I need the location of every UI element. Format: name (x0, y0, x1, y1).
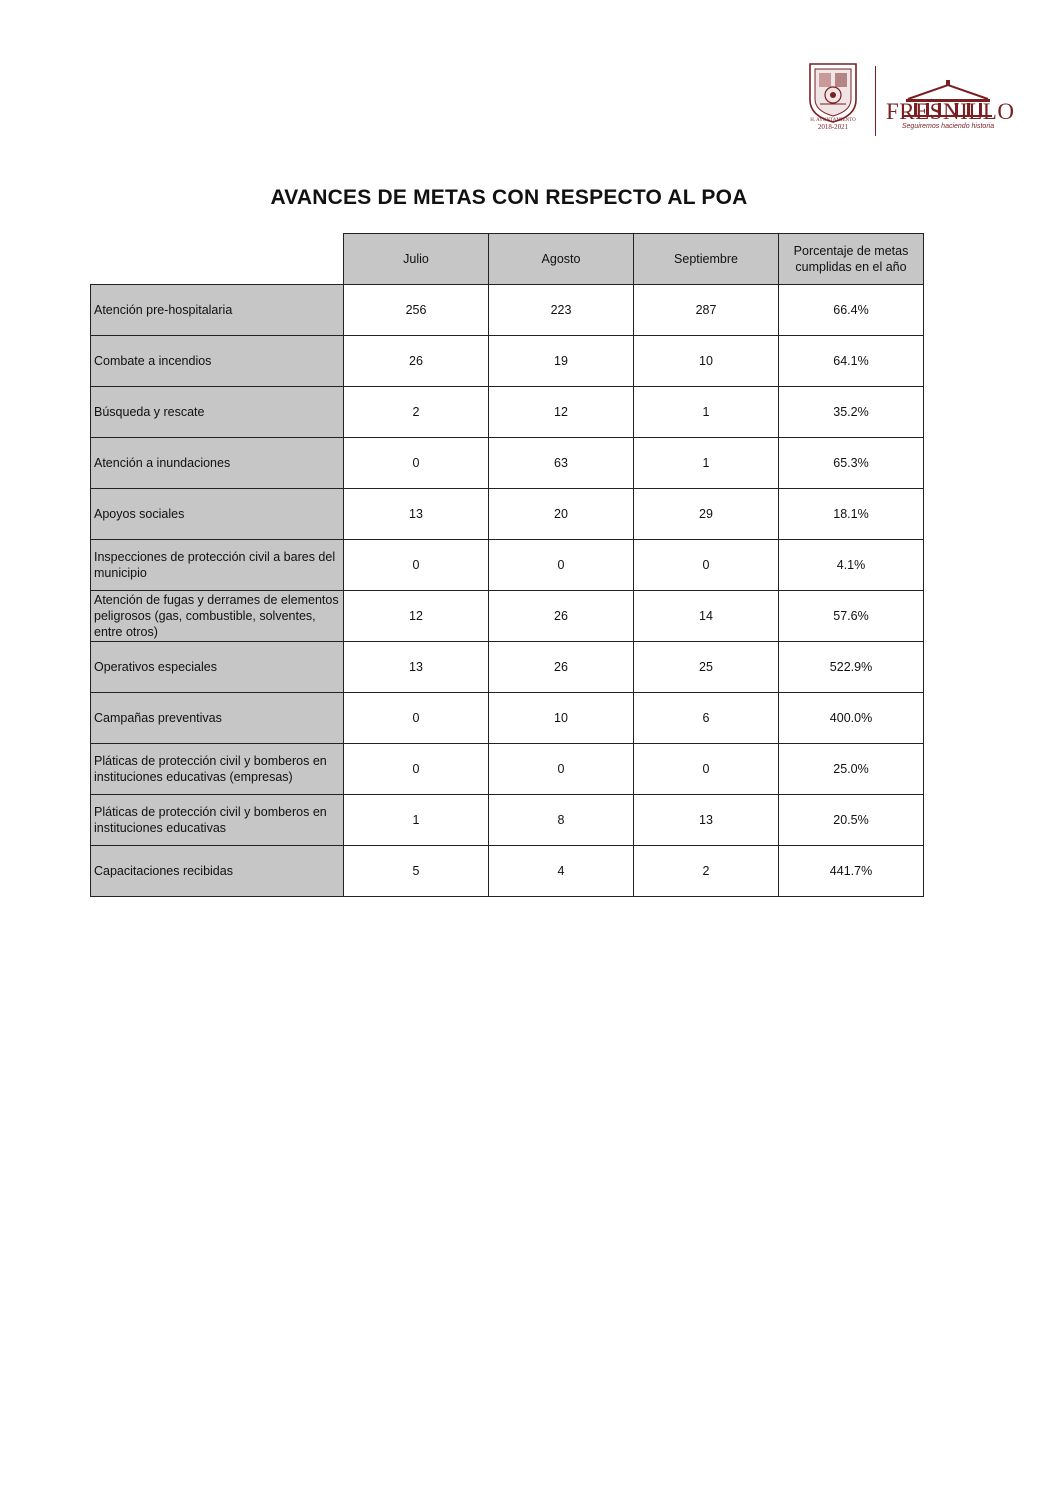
cell-julio: 0 (344, 693, 489, 744)
cell-septiembre: 13 (634, 795, 779, 846)
cell-agosto: 0 (489, 744, 634, 795)
seal-caption (804, 118, 862, 130)
cell-septiembre: 29 (634, 489, 779, 540)
cell-agosto: 8 (489, 795, 634, 846)
cell-agosto: 26 (489, 642, 634, 693)
cell-julio: 12 (344, 591, 489, 642)
cell-porcentaje: 441.7% (779, 846, 924, 897)
seal-caption-text: H. AYUNTAMIENTO (810, 118, 856, 123)
header-empty-cell (91, 234, 344, 285)
row-label: Inspecciones de protección civil a bares del municipio (91, 540, 344, 591)
row-label: Campañas preventivas (91, 693, 344, 744)
cell-septiembre: 25 (634, 642, 779, 693)
table-row (91, 489, 924, 540)
row-label: Capacitaciones recibidas (91, 846, 344, 897)
cell-julio: 26 (344, 336, 489, 387)
cell-julio: 13 (344, 642, 489, 693)
cell-agosto: 4 (489, 846, 634, 897)
cell-septiembre: 287 (634, 285, 779, 336)
table-row (91, 693, 924, 744)
table-row (91, 336, 924, 387)
row-label: Operativos especiales (91, 642, 344, 693)
cell-agosto: 10 (489, 693, 634, 744)
cell-septiembre: 6 (634, 693, 779, 744)
table-row (91, 795, 924, 846)
row-label: Búsqueda y rescate (91, 387, 344, 438)
goals-table (90, 233, 924, 897)
table-header-row (91, 234, 924, 285)
cell-septiembre: 2 (634, 846, 779, 897)
table-row (91, 744, 924, 795)
cell-porcentaje: 65.3% (779, 438, 924, 489)
column-header-septiembre: Septiembre (634, 234, 779, 285)
cell-septiembre: 1 (634, 438, 779, 489)
row-label: Pláticas de protección civil y bomberos en instituciones educativas (empresas) (91, 744, 344, 795)
table-row (91, 285, 924, 336)
cell-porcentaje: 64.1% (779, 336, 924, 387)
cell-agosto: 26 (489, 591, 634, 642)
cell-porcentaje: 66.4% (779, 285, 924, 336)
table-row (91, 591, 924, 642)
header-logos (804, 60, 1014, 142)
brand-name: FRESNILLO (886, 99, 1015, 124)
page-title: AVANCES DE METAS CON RESPECTO AL POA (270, 186, 748, 209)
cell-agosto: 223 (489, 285, 634, 336)
cell-julio: 256 (344, 285, 489, 336)
column-header-agosto: Agosto (489, 234, 634, 285)
table-row (91, 642, 924, 693)
table-row (91, 387, 924, 438)
cell-porcentaje: 20.5% (779, 795, 924, 846)
cell-julio: 2 (344, 387, 489, 438)
cell-porcentaje: 18.1% (779, 489, 924, 540)
row-label: Apoyos sociales (91, 489, 344, 540)
cell-porcentaje: 35.2% (779, 387, 924, 438)
cell-agosto: 20 (489, 489, 634, 540)
cell-julio: 0 (344, 744, 489, 795)
cell-porcentaje: 400.0% (779, 693, 924, 744)
table-body (91, 285, 924, 897)
cell-julio: 13 (344, 489, 489, 540)
logo-divider (875, 66, 876, 136)
seal-years: 2018-2021 (817, 123, 849, 131)
table-row (91, 846, 924, 897)
row-label: Pláticas de protección civil y bomberos en instituciones educativas (91, 795, 344, 846)
row-label: Atención pre-hospitalaria (91, 285, 344, 336)
cell-septiembre: 10 (634, 336, 779, 387)
cell-septiembre: 1 (634, 387, 779, 438)
cell-septiembre: 14 (634, 591, 779, 642)
cell-julio: 0 (344, 438, 489, 489)
cell-septiembre: 0 (634, 744, 779, 795)
cell-porcentaje: 4.1% (779, 540, 924, 591)
cell-porcentaje: 522.9% (779, 642, 924, 693)
row-label: Atención a inundaciones (91, 438, 344, 489)
cell-julio: 5 (344, 846, 489, 897)
cell-septiembre: 0 (634, 540, 779, 591)
row-label: Atención de fugas y derrames de elementos peligrosos (gas, combustible, solventes, entre otros) (91, 591, 344, 642)
cell-porcentaje: 25.0% (779, 744, 924, 795)
cell-agosto: 19 (489, 336, 634, 387)
row-label: Combate a incendios (91, 336, 344, 387)
cell-porcentaje: 57.6% (779, 591, 924, 642)
table-row (91, 438, 924, 489)
brand-slogan: Seguiremos haciendo historia (901, 123, 995, 130)
cell-julio: 1 (344, 795, 489, 846)
cell-agosto: 12 (489, 387, 634, 438)
cell-agosto: 63 (489, 438, 634, 489)
cell-julio: 0 (344, 540, 489, 591)
column-header-porcentaje: Porcentaje de metas cumplidas en el año (779, 234, 924, 285)
column-header-julio: Julio (344, 234, 489, 285)
table-row (91, 540, 924, 591)
cell-agosto: 0 (489, 540, 634, 591)
